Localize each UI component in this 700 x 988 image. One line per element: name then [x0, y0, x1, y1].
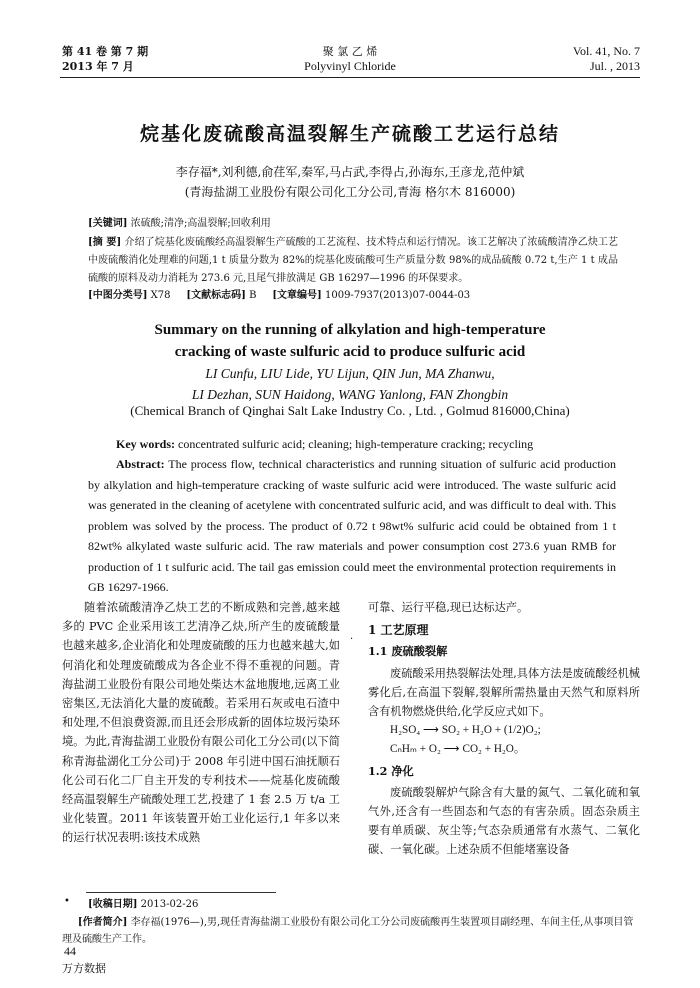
footnote-rule: [86, 892, 276, 893]
doc-code-value: B: [249, 290, 257, 301]
header-date-en: Jul. , 2013: [589, 59, 640, 73]
abstract-en-para: [88, 454, 616, 598]
article-no-label: [文章编号]: [272, 290, 322, 301]
received-label: [收稿日期]: [88, 899, 138, 910]
column-mark: ·: [350, 634, 354, 645]
footnote-marker: •: [64, 896, 70, 907]
paper-title-en-line1: Summary on the running of alkylation and high-temperature: [154, 322, 546, 338]
header-volume-en: Vol. 41, No. 7: [572, 44, 640, 58]
class-value: X78: [150, 290, 171, 301]
abstract-cn-label: [摘 要]: [88, 237, 122, 248]
keywords-en-text: concentrated sulfuric acid; cleaning; high-temperature cracking; recycling: [178, 437, 534, 451]
article-no-value: 1009-7937(2013)07-0044-03: [324, 290, 471, 301]
abstract-en-label: Abstract:: [116, 457, 165, 471]
intro-continuation: 可靠、运行平稳,现已达标达产。: [368, 601, 529, 614]
bio-label: [作者简介]: [77, 917, 128, 928]
body-left-column: [62, 598, 340, 848]
authors-en: [0, 363, 700, 405]
equation-1: H₂SO₄ ⟶ SO₂ + H₂O + (1/2)O₂;: [390, 724, 541, 737]
header-right: [573, 44, 640, 74]
class-label: [中图分类号]: [88, 290, 148, 301]
header-date-cn: 2013 年 7 月: [62, 60, 134, 73]
keywords-en-label: Key words:: [116, 437, 175, 451]
keywords-cn: [88, 215, 618, 233]
intro-paragraph: 随着浓硫酸清净乙炔工艺的不断成熟和完善,越来越多的 PVC 企业采用该工艺清净乙炔,所产生的废硫酸量也越来越多,企业消化和处理废硫酸的压力也越来越大,如何消化和处理废硫酸成为各企业不得不重视的问题。青海盐湖工业股份有限公司地处柴达木盆地腹地,远离工业密集区,无法消化大量的废硫酸。若采用石灰或电石渣中和处理,不但浪费资源,而且还会形成新的固体垃圾污染环境。为此,青海盐湖工业股份有限公司化工分公司(以下简称青海盐湖化工分公司)于 2008 年引进中国石油抚顺石化公司石化二厂自主开发的专利技术——烷基化废硫酸经高温裂解生产硫酸处理工艺,投建了 1 套 2.5 万 t/a 工业化装置。2011 年该装置开始工业化运行,1 年多以来的运行状况表明:该技术成熟: [62, 601, 340, 845]
doc-code-label: [文献标志码]: [186, 290, 246, 301]
authors-cn: 李存福*,刘利德,俞荏军,秦军,马占武,李得占,孙海东,王彦龙,范仲斌: [175, 165, 525, 179]
section-1-1-heading: 1.1 废硫酸裂解: [368, 644, 448, 659]
section-1-2-text: 废硫酸裂解炉气除含有大量的氮气、二氧化硫和氧气外,还含有一些固态和气态的有害杂质。固态杂质主要有单质碳、灰尘等;气态杂质通常有水蒸气、二氧化碳、一氧化碳。上述杂质不但能堵塞设备: [368, 785, 640, 857]
paper-title-en-line2: cracking of waste sulfuric acid to produce sulfuric acid: [174, 344, 526, 360]
author-bio: [62, 914, 642, 948]
journal-name-en: Polyvinyl Chloride: [304, 59, 396, 73]
keywords-cn-text: 浓硫酸;清净;高温裂解;回收利用: [130, 218, 271, 229]
section-1-1-text: 废硫酸采用热裂解法处理,具体方法是废硫酸经机械雾化后,在高温下裂解,裂解所需热量由天然气和原料所含有机物燃烧供给,化学反应式如下。: [368, 666, 640, 719]
watermark: 万方数据: [62, 962, 106, 975]
header-rule: [60, 77, 640, 78]
bio-text: 李存福(1976—),男,现任青海盐湖工业股份有限公司化工分公司废硫酸再生装置项目副经理、车间主任,从事项目管理及硫酸生产工作。: [62, 917, 634, 945]
abstract-cn-text: 介绍了烷基化废硫酸经高温裂解生产硫酸的工艺流程、技术特点和运行情况。该工艺解决了浓硫酸清净乙炔工艺中废硫酸消化处理难的问题,1 t 质量分数为 82%的烷基化废硫酸可生产质量分数 98%的成品硫酸 0.72 t,生产 1 t 成品硫酸的原料及动力消耗为 273.6 元,且尾气排放满足 GB 16297—1996 的环保要求。: [88, 237, 619, 284]
affiliation-cn: (青海盐湖工业股份有限公司化工分公司,青海 格尔木 816000): [184, 185, 516, 199]
page-number: 44: [64, 944, 76, 958]
abstract-en-text: The process flow, technical characteristics and running situation of sulfuric acid production by alkylation and high-temperature cracking of waste sulfuric acid were introduced. The waste sulfuric acid was generated in the cleaning of acetylene with concentrated sulfuric acid, and was difficult to deal with. This problem was solved by the process. The product of 0.72 t 98wt% sulfuric acid could be obtained from 1 t 82wt% alkylated waste sulfuric acid. The raw materials and power consumption cost 273.6 yuan RMB for production of 1 t sulfuric acid. The tail gas emission could meet the environmental protection requirements in GB 16297-1966.: [88, 457, 616, 594]
keywords-en: [88, 434, 616, 455]
received-value: 2013-02-26: [140, 899, 199, 910]
body-right-column: [368, 598, 640, 860]
journal-name-cn: 聚 氯 乙 烯: [322, 45, 378, 58]
received-date: [88, 896, 668, 913]
keywords-cn-label: [关键词]: [88, 218, 128, 229]
authors-en-line1: LI Cunfu, LIU Lide, YU Lijun, QIN Jun, MA Zhanwu,: [205, 366, 495, 381]
paper-title-cn: 烷基化废硫酸高温裂解生产硫酸工艺运行总结: [139, 123, 560, 145]
authors-en-line2: LI Dezhan, SUN Haidong, WANG Yanlong, FAN Zhongbin: [191, 387, 509, 402]
equation-2: CₙHₘ + O₂ ⟶ CO₂ + H₂O。: [390, 743, 526, 756]
affiliation-en: (Chemical Branch of Qinghai Salt Lake Industry Co. , Ltd. , Golmud 816000,China): [130, 403, 570, 418]
abstract-en: [88, 454, 616, 598]
paper-title-en: [0, 319, 700, 363]
classification-cn: [88, 287, 618, 305]
header-volume-cn: 第 41 卷 第 7 期: [62, 45, 149, 58]
section-1-heading: 1 工艺原理: [368, 623, 429, 638]
abstract-cn: [88, 234, 618, 288]
section-1-2-heading: 1.2 净化: [368, 763, 414, 778]
